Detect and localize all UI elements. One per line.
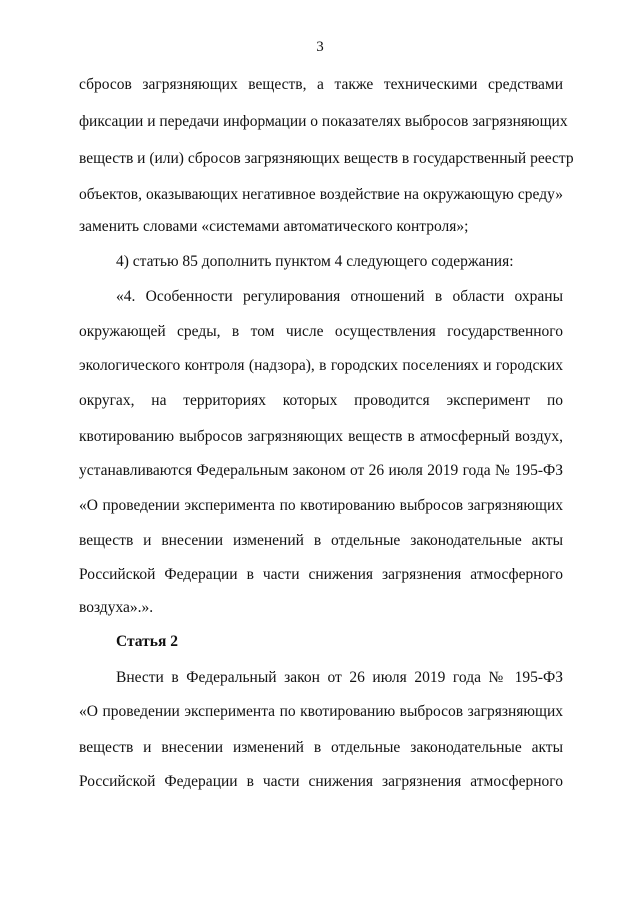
text-line: веществ и (или) сбросов загрязняющих веществ в государственный реестр (79, 150, 574, 167)
text-line: Российской Федерации в части снижения загрязнения атмосферного (79, 566, 563, 583)
text-line: округах, на территориях которых проводится эксперимент по (79, 392, 563, 409)
text-line: воздуха».». (79, 599, 154, 616)
page-number: 3 (316, 39, 324, 55)
text-line: «О проведении эксперимента по квотированию выбросов загрязняющих (79, 703, 563, 720)
text-line: экологического контроля (надзора), в городских поселениях и городских (79, 357, 563, 374)
text-line: сбросов загрязняющих веществ, а также техническими средствами (79, 76, 563, 93)
text-line: веществ и внесении изменений в отдельные законодательные акты (79, 532, 563, 549)
text-line: окружающей среды, в том числе осуществления государственного (79, 323, 563, 340)
text-line: устанавливаются Федеральным законом от 26 июля 2019 года № 195-ФЗ (79, 462, 563, 479)
text-line: «4. Особенности регулирования отношений в области охраны (116, 288, 563, 305)
text-line: «О проведении эксперимента по квотированию выбросов загрязняющих (79, 497, 563, 514)
text-line: квотированию выбросов загрязняющих веществ в атмосферный воздух, (79, 428, 563, 445)
text-line: объектов, оказывающих негативное воздействие на окружающую среду» (79, 186, 563, 203)
text-line: Российской Федерации в части снижения загрязнения атмосферного (79, 773, 563, 790)
article-heading: Статья 2 (116, 633, 178, 650)
text-line: Внести в Федеральный закон от 26 июля 2019 года № 195-ФЗ (116, 669, 563, 686)
text-line: 4) статью 85 дополнить пунктом 4 следующего содержания: (116, 253, 514, 270)
text-line: заменить словами «системами автоматического контроля»; (79, 218, 469, 235)
text-line: фиксации и передачи информации о показателях выбросов загрязняющих (79, 113, 568, 130)
text-line: веществ и внесении изменений в отдельные законодательные акты (79, 739, 563, 756)
